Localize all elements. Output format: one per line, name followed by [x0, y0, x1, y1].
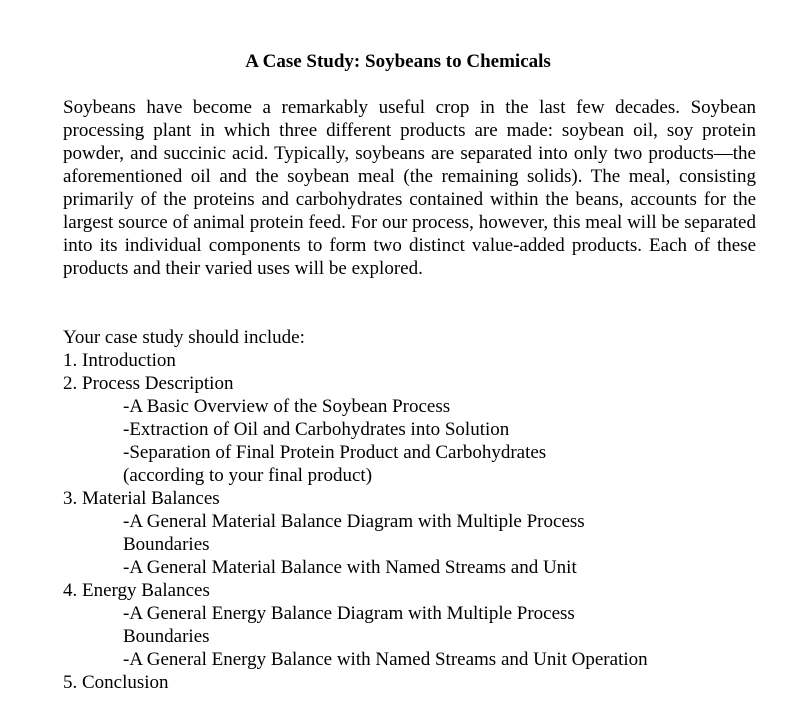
section-material-balances: 3. Material Balances: [63, 488, 220, 509]
section-introduction: 1. Introduction: [63, 350, 176, 371]
intro-paragraph: Soybeans have become a remarkably useful crop in the last few decades. Soybean processing plant in which three different products are made: soybean oil, soy protein powder, and succinic acid. Typically, soybeans are separated into only two products—the aforementioned oil and the soybean meal (the remaining solids). The meal, consisting primarily of the proteins and carbohydrates contained within the beans, accounts for the largest source of animal protein feed. For our process, however, this meal will be separated into its individual components to form two distinct value-added products. Each of these products and their varied uses will be explored.: [63, 97, 756, 279]
section-conclusion: 5. Conclusion: [63, 672, 169, 693]
requirements-list: [63, 326, 763, 694]
list-item: -Separation of Final Protein Product and Carbohydrates: [123, 442, 547, 463]
section-energy-balances: 4. Energy Balances: [63, 580, 210, 601]
section-process-description: 2. Process Description: [63, 373, 234, 394]
list-item: (according to your final product): [123, 465, 373, 486]
list-item: -A General Material Balance with Named Streams and Unit: [123, 557, 577, 578]
list-item: -A Basic Overview of the Soybean Process: [123, 396, 451, 417]
document-title: A Case Study: Soybeans to Chemicals: [245, 51, 551, 72]
list-item: Boundaries: [123, 534, 210, 555]
list-item: -A General Energy Balance with Named Streams and Unit Operation: [123, 649, 648, 670]
list-item: -A General Material Balance Diagram with Multiple Process: [123, 511, 585, 532]
requirements-intro: Your case study should include:: [63, 327, 305, 348]
list-item: -Extraction of Oil and Carbohydrates into Solution: [123, 419, 510, 440]
list-item: Boundaries: [123, 626, 210, 647]
list-item: -A General Energy Balance Diagram with Multiple Process: [123, 603, 575, 624]
